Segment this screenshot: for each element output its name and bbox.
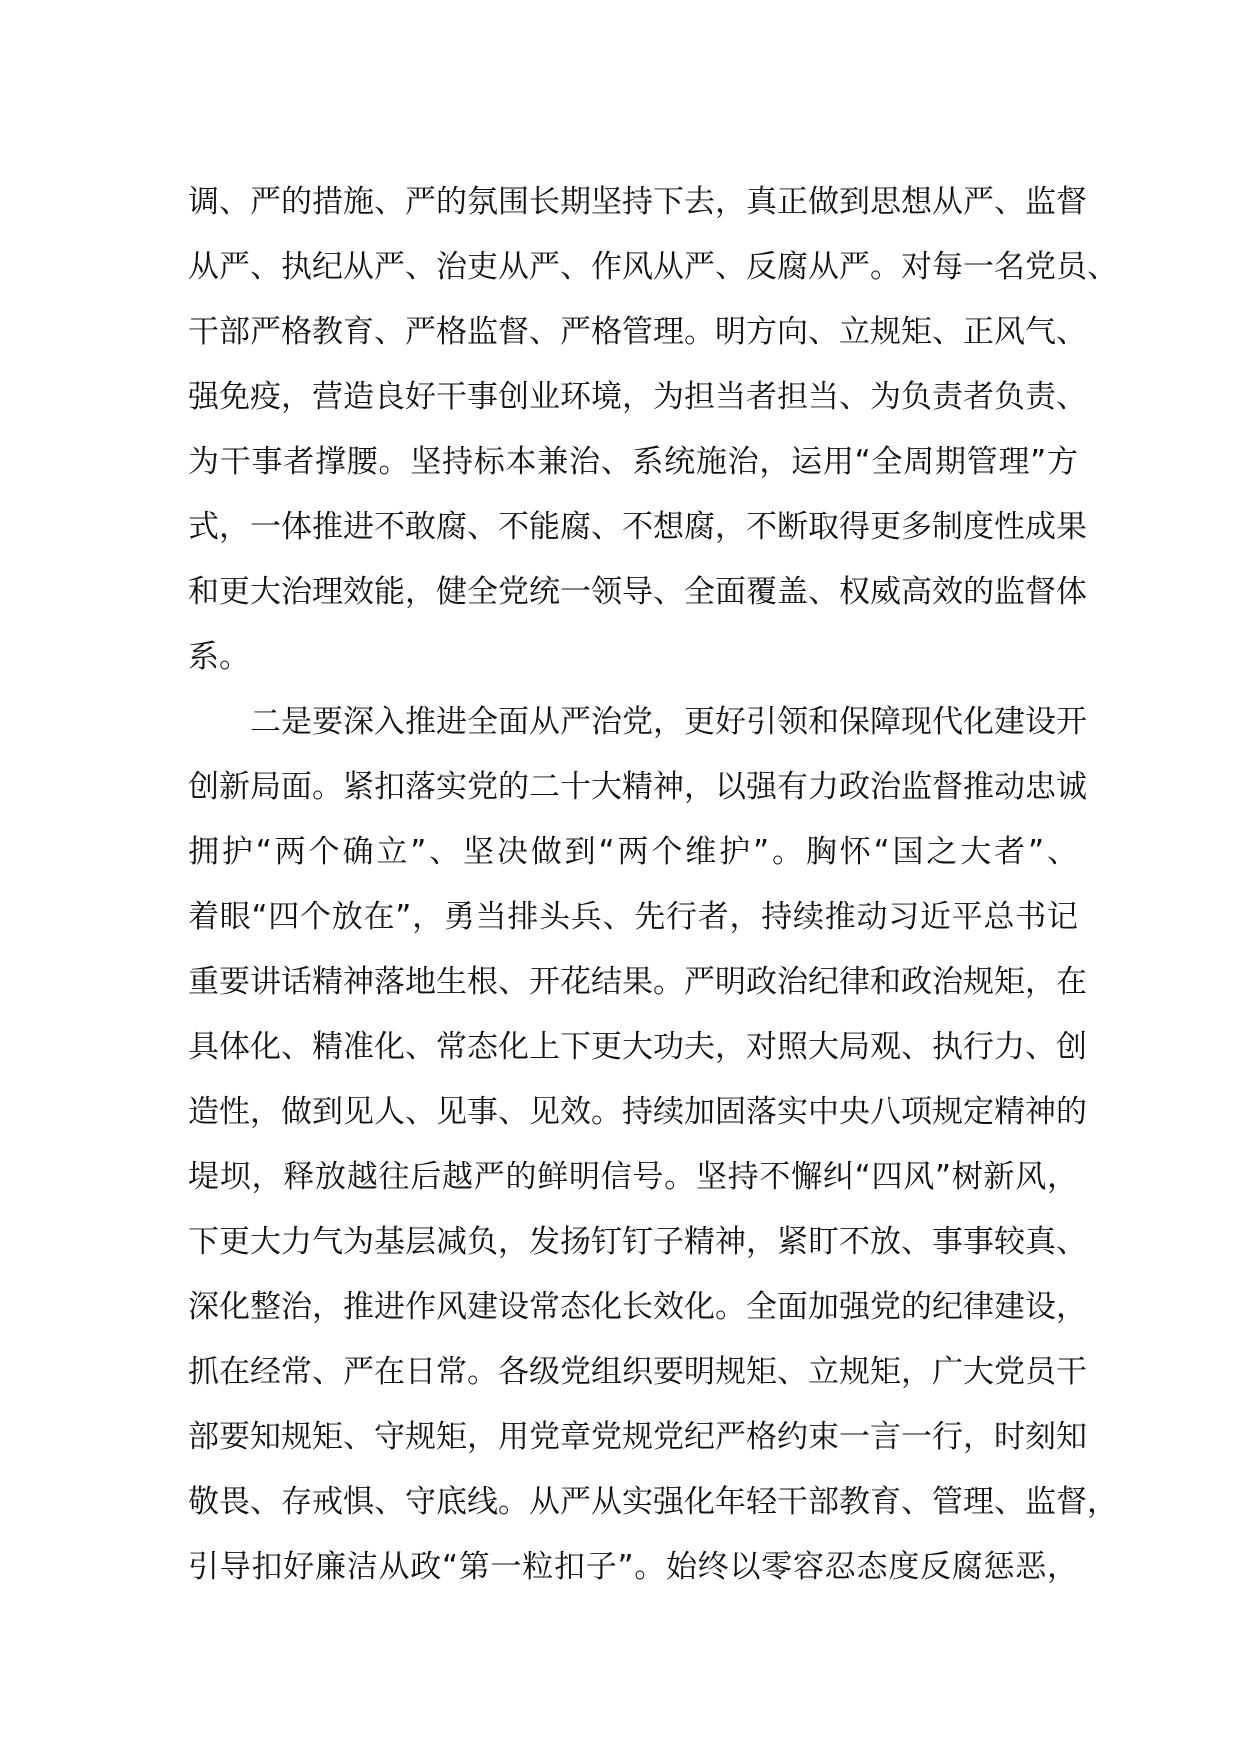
text-line: 和更大治理效能，健全党统一领导、全面覆盖、权威高效的监督体	[188, 574, 1087, 610]
text-line: 拥护“两个确立”、坚决做到“两个维护”。胸怀“国之大者”、	[188, 834, 1078, 870]
text-line: 强免疫，营造良好干事创业环境，为担当者担当、为负责者负责、	[188, 379, 1087, 415]
text-line: 部要知规矩、守规矩，用党章党规党纪严格约束一言一行，时刻知	[188, 1419, 1087, 1455]
text-line: 堤坝，释放越往后越严的鲜明信号。坚持不懈纠“四风”树新风，	[188, 1159, 1078, 1195]
paragraph-end-line: 系。	[188, 639, 250, 675]
text-line: 重要讲话精神落地生根、开花结果。严明政治纪律和政治规矩，在	[188, 964, 1087, 1000]
body-text	[188, 170, 1118, 1600]
text-line: 创新局面。紧扣落实党的二十大精神，以强有力政治监督推动忠诚	[188, 769, 1087, 805]
text-line: 着眼“四个放在”，勇当排头兵、先行者，持续推动习近平总书记	[188, 899, 1078, 935]
text-line: 抓在经常、严在日常。各级党组织要明规矩、立规矩，广大党员干	[188, 1354, 1087, 1390]
text-line: 从严、执纪从严、治吏从严、作风从严、反腐从严。对每一名党员、	[188, 249, 1118, 285]
text-line: 引导扣好廉洁从政“第一粒扣子”。始终以零容忍态度反腐惩恶，	[188, 1549, 1078, 1585]
text-line: 干部严格教育、严格监督、严格管理。明方向、立规矩、正风气、	[188, 314, 1087, 350]
text-line: 敬畏、存戒惧、守底线。从严从实强化年轻干部教育、管理、监督，	[188, 1484, 1118, 1520]
text-line: 式，一体推进不敢腐、不能腐、不想腐，不断取得更多制度性成果	[188, 509, 1087, 545]
text-line: 造性，做到见人、见事、见效。持续加固落实中央八项规定精神的	[188, 1094, 1087, 1130]
text-line: 调、严的措施、严的氛围长期坚持下去，真正做到思想从严、监督	[188, 184, 1087, 220]
paragraph-first-line: 二是要深入推进全面从严治党，更好引领和保障现代化建设开	[250, 704, 1087, 740]
text-line: 深化整治，推进作风建设常态化长效化。全面加强党的纪律建设，	[188, 1289, 1087, 1325]
text-line: 具体化、精准化、常态化上下更大功夫，对照大局观、执行力、创	[188, 1029, 1087, 1065]
text-line: 下更大力气为基层减负，发扬钉钉子精神，紧盯不放、事事较真、	[188, 1224, 1087, 1260]
text-line: 为干事者撑腰。坚持标本兼治、系统施治，运用“全周期管理”方	[188, 444, 1078, 480]
